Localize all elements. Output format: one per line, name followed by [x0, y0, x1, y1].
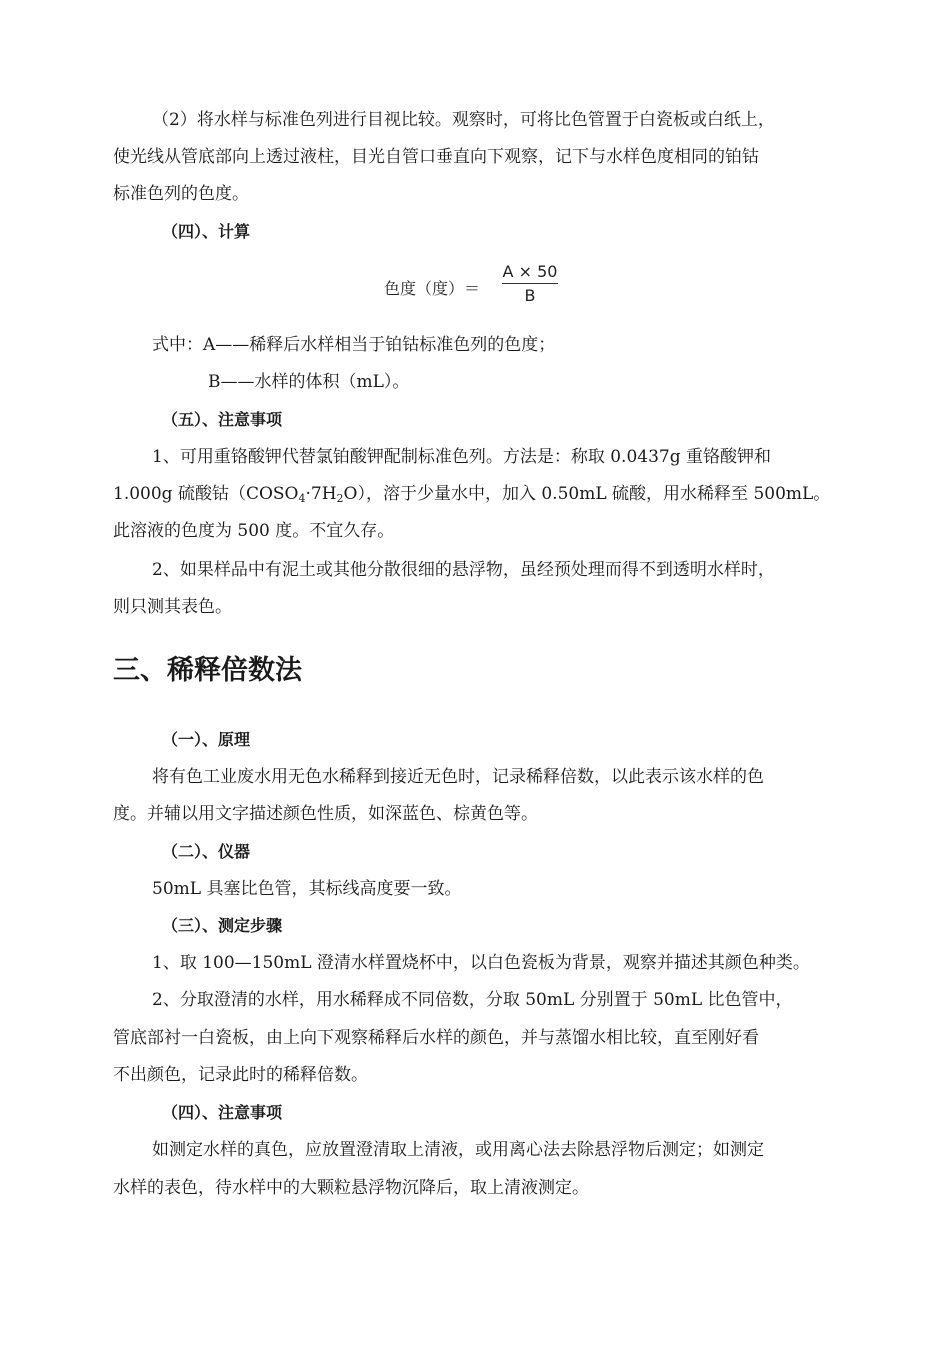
fraction-bar — [502, 283, 558, 284]
formula-numerator: A × 50 — [502, 262, 558, 281]
text-segment: ·7H — [305, 484, 337, 504]
paragraph-line: 使光线从管底部向上透过液柱，目光自管口垂直向下观察，记下与水样色度相同的铂钴 — [113, 147, 759, 167]
subscript: 2 — [336, 492, 344, 505]
formula-fraction — [502, 262, 558, 306]
formula-legend-line: 式中：A——稀释后水样相当于铂钴标准色列的色度； — [152, 335, 556, 355]
paragraph-line: （2）将水样与标准色列进行目视比较。观察时，可将比色管置于白瓷板或白纸上， — [152, 110, 775, 130]
paragraph-line: 如测定水样的真色，应放置澄清取上清液，或用离心法去除悬浮物后测定；如测定 — [152, 1140, 764, 1160]
paragraph-line: 管底部衬一白瓷板，由上向下观察稀释后水样的颜色，并与蒸馏水相比较，直至刚好看 — [113, 1028, 759, 1048]
subheading-instruments: （二）、仪器 — [162, 842, 251, 861]
paragraph-line: 不出颜色，记录此时的稀释倍数。 — [113, 1065, 368, 1085]
subheading-calculation: （四）、计算 — [162, 222, 251, 241]
text-segment: 1.000g 硫酸钴（COSO — [113, 484, 299, 504]
paragraph-line: 度。并辅以用文字描述颜色性质，如深蓝色、棕黄色等。 — [113, 804, 538, 824]
formula-lhs: 色度（度）＝ — [384, 279, 481, 298]
paragraph-line: 2、分取澄清的水样，用水稀释成不同倍数，分取 50mL 分别置于 50mL 比色管中， — [152, 990, 793, 1010]
paragraph-line: 2、如果样品中有泥土或其他分散很细的悬浮物，虽经预处理而得不到透明水样时， — [152, 560, 775, 580]
paragraph-line: 将有色工业废水用无色水稀释到接近无色时，记录稀释倍数，以此表示该水样的色 — [152, 767, 764, 787]
paragraph-line: 标准色列的色度。 — [113, 184, 249, 204]
paragraph-line: 1、可用重铬酸钾代替氯铂酸钾配制标准色列。方法是：称取 0.0437g 重铬酸钾和 — [152, 447, 771, 467]
subscript: 4 — [298, 492, 306, 505]
subheading-principle: （一）、原理 — [162, 730, 251, 749]
paragraph-line — [113, 483, 843, 505]
section-title: 三、稀释倍数法 — [113, 655, 302, 686]
paragraph-line: 水样的表色，待水样中的大颗粒悬浮物沉降后，取上清液测定。 — [113, 1178, 589, 1198]
paragraph-line: 50mL 具塞比色管，其标线高度要一致。 — [152, 879, 462, 899]
paragraph-line: 此溶液的色度为 500 度。不宜久存。 — [113, 521, 395, 541]
subheading-notes: （五）、注意事项 — [162, 410, 283, 429]
formula-legend-line: B——水样的体积（mL）。 — [208, 372, 410, 392]
subheading-procedure: （三）、测定步骤 — [162, 916, 283, 935]
formula-denominator: B — [524, 286, 536, 305]
paragraph-line: 则只测其表色。 — [113, 597, 232, 617]
subheading-notes: （四）、注意事项 — [162, 1103, 283, 1122]
text-segment: O），溶于少量水中，加入 0.50mL 硫酸，用水稀释至 500mL。 — [343, 484, 831, 504]
paragraph-line: 1、取 100—150mL 澄清水样置烧杯中，以白色瓷板为背景，观察并描述其颜色种类。 — [152, 953, 810, 973]
